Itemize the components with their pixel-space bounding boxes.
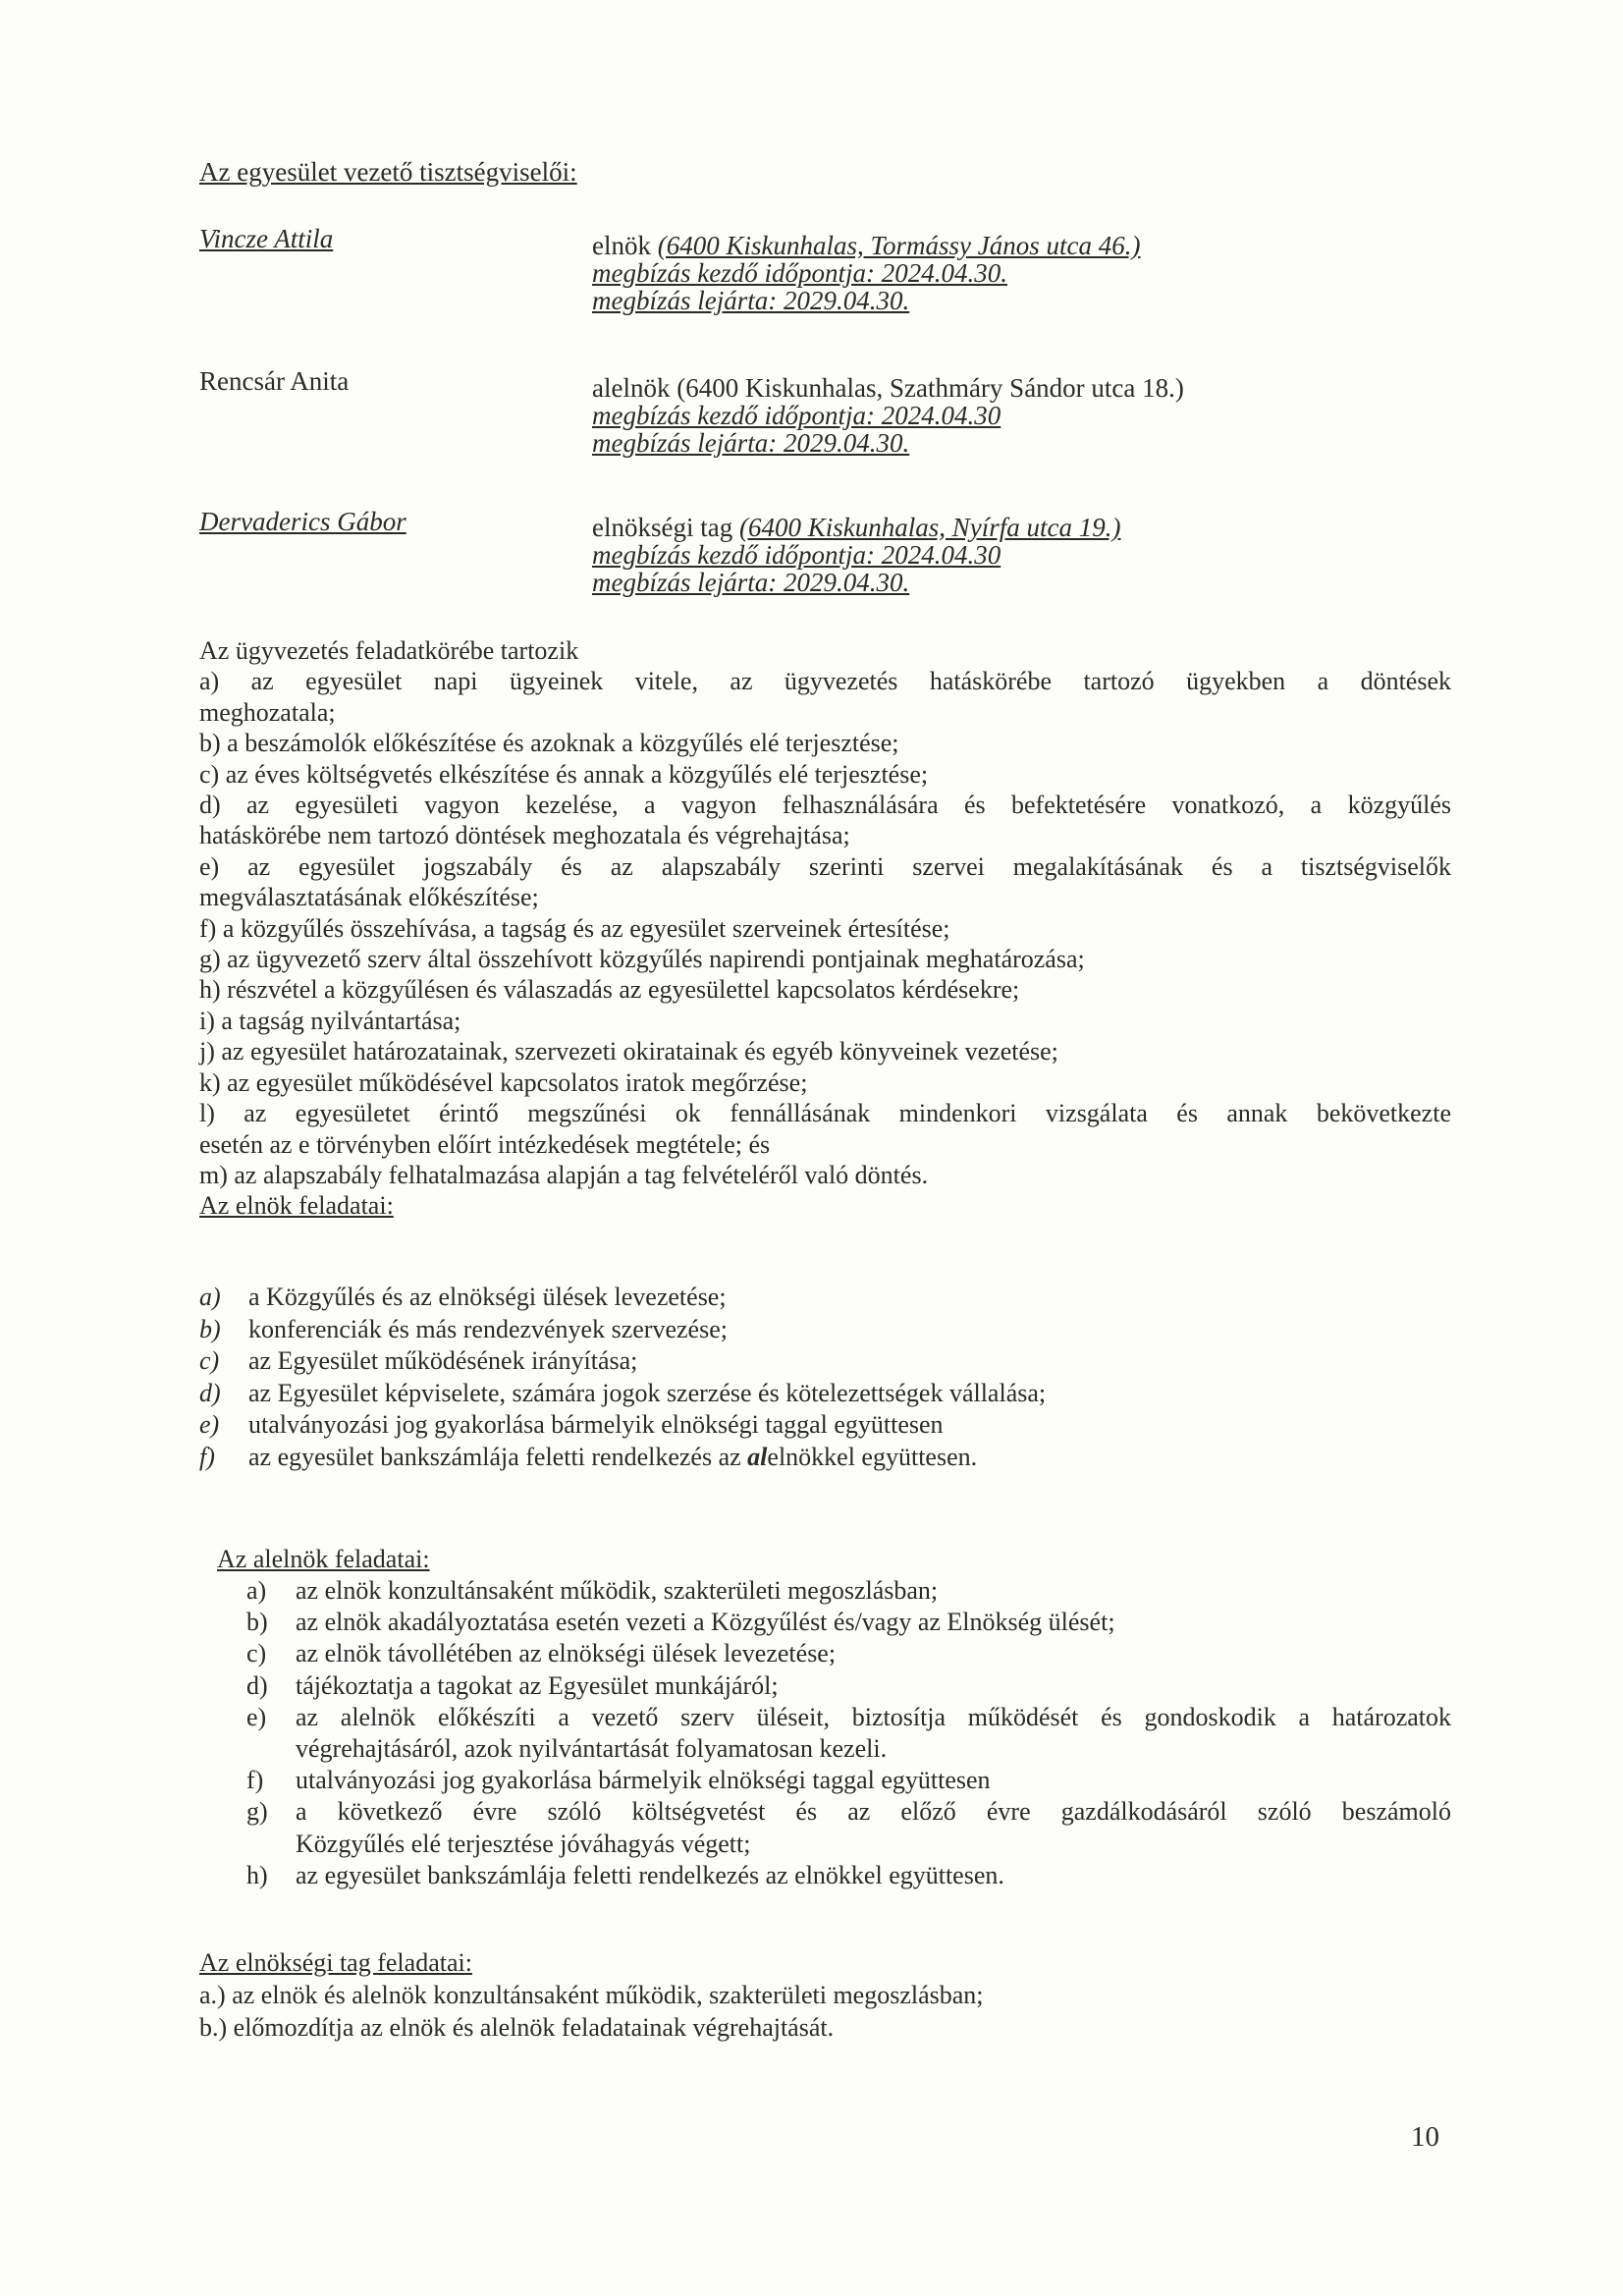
officer-role: elnökségi tag bbox=[592, 513, 733, 542]
section-heading-officers: Az egyesület vezető tisztségviselői: bbox=[199, 157, 577, 187]
list-item-continuation: megválasztatásának előkészítése; bbox=[199, 883, 539, 912]
list-item-text: az alelnök előkészíti a vezető szerv üléseit, biztosítja működését és gondoskodik a határozatok bbox=[296, 1702, 1451, 1731]
list-item-label: e) bbox=[199, 1410, 220, 1439]
management-intro: Az ügyvezetés feladatkörébe tartozik bbox=[199, 636, 579, 665]
list-item bbox=[199, 1860, 1451, 1891]
officer-name: Dervaderics Gábor bbox=[199, 507, 406, 536]
list-item: i) a tagság nyilvántartása; bbox=[199, 1006, 461, 1035]
list-item-text: elnökkel együttesen. bbox=[767, 1442, 978, 1471]
list-item: f) a közgyűlés összehívása, a tagság és az egyesület szerveinek értesítése; bbox=[199, 913, 950, 943]
list-item: m) az alapszabály felhatalmazása alapján a tag felvételéről való döntés. bbox=[199, 1160, 929, 1189]
list-item-label: b) bbox=[246, 1608, 268, 1637]
list-item-label: a) bbox=[199, 1283, 221, 1311]
list-item-label: f) bbox=[246, 1766, 264, 1795]
list-item bbox=[199, 1575, 1451, 1607]
officer-address: (6400 Kiskunhalas, Tormássy János utca 46.) bbox=[657, 231, 1141, 260]
list-item bbox=[199, 1702, 1451, 1765]
officer-details bbox=[592, 232, 1141, 314]
list-item: a.) az elnök és alelnök konzultánsaként működik, szakterületi megoszlásban; bbox=[199, 1981, 984, 2009]
officer-name: Vincze Attila bbox=[199, 224, 334, 253]
list-item: c) az éves költségvetés elkészítése és annak a közgyűlés elé terjesztése; bbox=[199, 759, 929, 789]
section-heading-president: Az elnök feladatai: bbox=[199, 1191, 394, 1221]
list-item bbox=[199, 1607, 1451, 1638]
list-item-text: az elnök konzultánsaként működik, szakterületi megoszlásban; bbox=[296, 1576, 939, 1605]
list-item-label: h) bbox=[246, 1860, 268, 1889]
list-item-text: az elnök távollétében az elnökségi ülések levezetése; bbox=[296, 1639, 837, 1668]
list-item-text: az Egyesület képviselete, számára jogok szerzése és kötelezettségek vállalása; bbox=[248, 1378, 1047, 1407]
list-item-label: d) bbox=[199, 1378, 221, 1407]
officer-name: Rencsár Anita bbox=[199, 366, 350, 396]
list-item-label: d) bbox=[246, 1670, 268, 1700]
list-item-text: a Közgyűlés és az elnökségi ülések levezetése; bbox=[248, 1283, 727, 1311]
officer-term-end: megbízás lejárta: 2029.04.30. bbox=[592, 568, 910, 597]
list-item bbox=[199, 1345, 1046, 1378]
section-heading-vice-president: Az alelnök feladatai: bbox=[217, 1545, 430, 1573]
list-item-text: a következő évre szóló költségvetést és az előző évre gazdálkodásáról szóló beszámoló bbox=[296, 1797, 1451, 1827]
list-item-label: e) bbox=[246, 1702, 267, 1731]
list-item-continuation: Közgyűlés elé terjesztése jóváhagyás végett; bbox=[296, 1829, 751, 1858]
list-item: g) az ügyvezető szerv által összehívott közgyűlés napirendi pontjainak meghatározása; bbox=[199, 945, 1085, 974]
list-item-continuation: végrehajtásáról, azok nyilvántartását folyamatosan kezeli. bbox=[296, 1734, 888, 1764]
vice-president-duties-list bbox=[199, 1575, 1451, 1891]
officer-term-end: megbízás lejárta: 2029.04.30. bbox=[592, 428, 910, 458]
list-item bbox=[199, 1442, 1046, 1474]
list-item bbox=[199, 1282, 1046, 1314]
list-item: b.) előmozdítja az elnök és alelnök feladatainak végrehajtását. bbox=[199, 2013, 835, 2042]
list-item-text: utalványozási jog gyakorlása bármelyik elnökségi taggal együttesen bbox=[296, 1766, 991, 1795]
list-item-label: g) bbox=[246, 1797, 268, 1827]
list-item: k) az egyesület működésével kapcsolatos iratok megőrzése; bbox=[199, 1067, 808, 1097]
list-item: l) az egyesületet érintő megszűnési ok fennállásának mindenkori vizsgálata és annak bekövetkezte bbox=[199, 1099, 1451, 1128]
list-item-text: tájékoztatja a tagokat az Egyesület munkájáról; bbox=[296, 1670, 779, 1700]
list-item: h) részvétel a közgyűlésen és válaszadás az egyesülettel kapcsolatos kérdésekre; bbox=[199, 975, 1020, 1005]
officer-role: elnök bbox=[592, 231, 651, 260]
officer-role: alelnök bbox=[592, 373, 671, 403]
management-section bbox=[199, 635, 1451, 1222]
list-item-text: az egyesület bankszámlája feletti rendelkezés az bbox=[248, 1442, 748, 1471]
president-duties-list bbox=[199, 1282, 1046, 1473]
list-item-text: az Egyesület működésének irányítása; bbox=[248, 1346, 638, 1375]
list-item bbox=[199, 1638, 1451, 1669]
officer-details bbox=[592, 374, 1184, 457]
officer-address: (6400 Kiskunhalas, Nyírfa utca 19.) bbox=[738, 513, 1121, 542]
list-item-label: b) bbox=[199, 1314, 221, 1343]
list-item-continuation: meghozatala; bbox=[199, 697, 336, 727]
member-duties-section bbox=[199, 1946, 984, 2044]
list-item-label: f) bbox=[199, 1442, 215, 1471]
list-item-label: c) bbox=[199, 1346, 220, 1375]
list-item: j) az egyesület határozatainak, szervezeti okiratainak és egyéb könyveinek vezetése; bbox=[199, 1037, 1058, 1066]
officer-address: (6400 Kiskunhalas, Szathmáry Sándor utca 18.) bbox=[676, 373, 1184, 403]
officer-details bbox=[592, 514, 1120, 596]
list-item: a) az egyesület napi ügyeinek vitele, az ügyvezetés hatáskörébe tartozó ügyekben a döntések bbox=[199, 667, 1451, 696]
section-heading-member: Az elnökségi tag feladatai: bbox=[199, 1948, 472, 1977]
list-item-text: az egyesület bankszámlája feletti rendelkezés az elnökkel együttesen. bbox=[296, 1860, 1004, 1889]
list-item: e) az egyesület jogszabály és az alapszabály szerinti szervei megalakításának és a tisztségviselők bbox=[199, 851, 1451, 881]
list-item-text: az elnök akadályoztatása esetén vezeti a Közgyűlést és/vagy az Elnökség ülését; bbox=[296, 1608, 1115, 1637]
officer-term-start: megbízás kezdő időpontja: 2024.04.30 bbox=[592, 540, 1001, 570]
officer-term-start: megbízás kezdő időpontja: 2024.04.30 bbox=[592, 401, 1001, 430]
officer-term-end: megbízás lejárta: 2029.04.30. bbox=[592, 286, 910, 315]
list-item-continuation: hatáskörébe nem tartozó döntések meghozatala és végrehajtása; bbox=[199, 821, 850, 850]
page-number: 10 bbox=[1411, 2121, 1439, 2153]
list-item bbox=[199, 1314, 1046, 1346]
list-item-continuation: esetén az e törvényben előírt intézkedések megtétele; és bbox=[199, 1129, 771, 1159]
list-item bbox=[199, 1670, 1451, 1702]
list-item bbox=[199, 1765, 1451, 1796]
list-item bbox=[199, 1409, 1046, 1442]
list-item bbox=[199, 1796, 1451, 1859]
list-item-text: utalványozási jog gyakorlása bármelyik elnökségi taggal együttesen bbox=[248, 1410, 944, 1439]
officer-term-start: megbízás kezdő időpontja: 2024.04.30. bbox=[592, 258, 1007, 288]
list-item-text: konferenciák és más rendezvények szervezése; bbox=[248, 1314, 728, 1343]
list-item bbox=[199, 1378, 1046, 1410]
list-item-label: c) bbox=[246, 1639, 267, 1668]
list-item: b) a beszámolók előkészítése és azoknak a közgyűlés elé terjesztése; bbox=[199, 729, 899, 758]
list-item-label: a) bbox=[246, 1576, 267, 1605]
list-item: d) az egyesületi vagyon kezelése, a vagyon felhasználására és befektetésére vonatkozó, a közgyűlés bbox=[199, 791, 1451, 820]
list-item-text-emphasis: al bbox=[747, 1442, 768, 1471]
